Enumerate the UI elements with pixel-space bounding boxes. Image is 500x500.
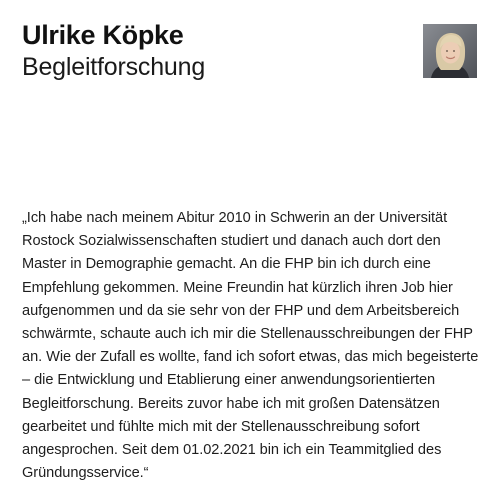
person-name: Ulrike Köpke <box>22 20 184 50</box>
profile-header <box>22 18 422 82</box>
portrait-photo-icon <box>423 24 477 78</box>
person-role: Begleitforschung <box>22 53 206 81</box>
quote-text: „Ich habe nach meinem Abitur 2010 in Schwerin an der Universität Rostock Sozialwissenschaften studiert und danach auch dort den Master in Demographie gemacht. An die FHP bin ich durch eine Empfehlung gekommen. Meine Freundin hat kürzlich ihren Job hier aufgenommen und da sie sehr von der FHP und dem Arbeitsbereich schwärmte, schaute auch ich mir die Stellenausschreibungen der FHP an. Wie der Zufall es wollte, fand ich sofort etwas, das mich begeisterte – die Entwicklung und Etablierung einer anwendungsorientierten Begleitforschung. Bereits zuvor habe ich mit großen Datensätzen gearbeitet und fühlte mich mit der Stellenausschreibung sofort angesprochen. Seit dem 01.02.2021 bin ich ein Teammitglied des Gründungsservice.“ <box>22 210 479 482</box>
avatar <box>423 24 477 78</box>
